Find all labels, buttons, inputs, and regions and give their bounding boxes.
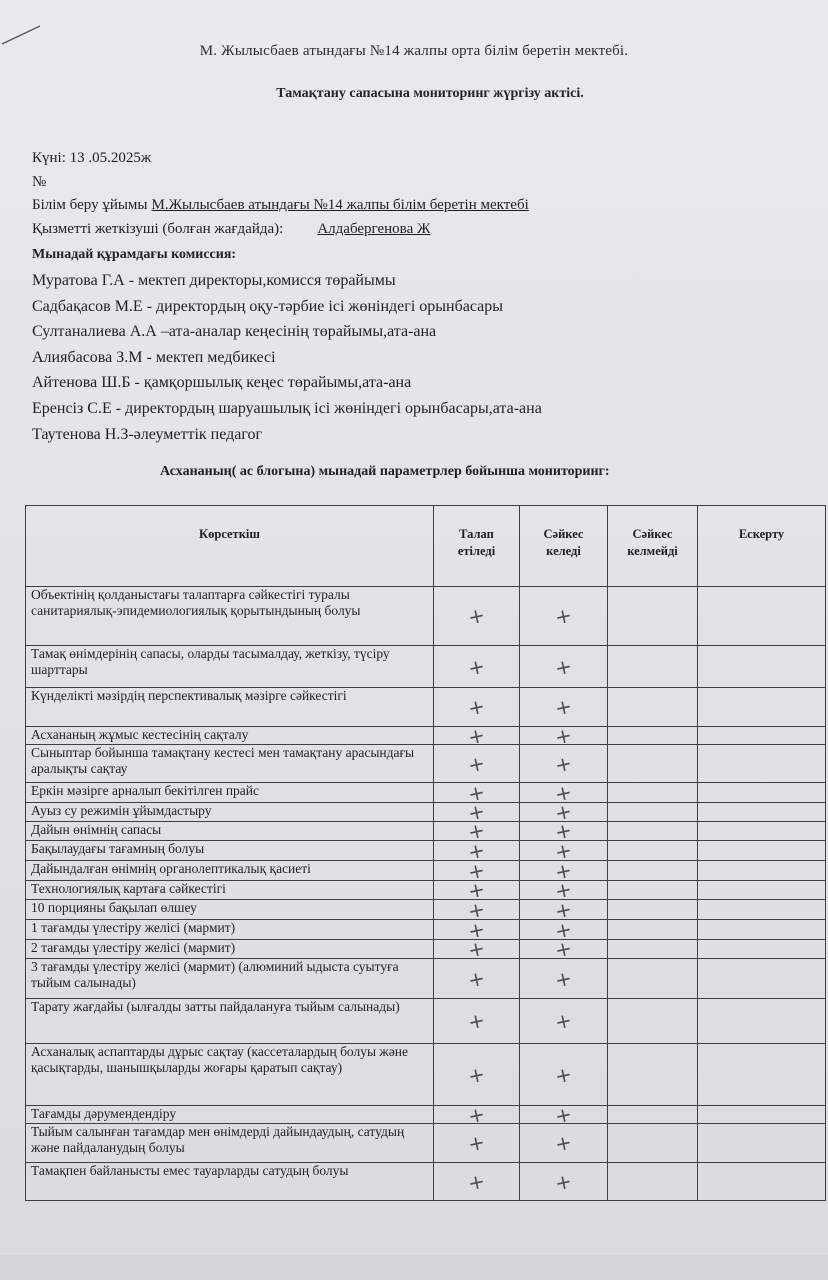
table-row <box>26 920 826 940</box>
table-row <box>26 881 826 900</box>
table-row <box>26 646 826 688</box>
handwritten-plus-mark: + <box>552 602 575 630</box>
monitoring-table <box>25 505 826 1201</box>
handwritten-plus-mark: + <box>465 602 488 630</box>
handwritten-plus-mark: + <box>552 1129 575 1157</box>
supplier-label: Қызметті жеткізуші (болған жағдайда): <box>32 221 284 237</box>
table-row <box>26 803 826 822</box>
handwritten-plus-mark: + <box>552 837 575 864</box>
handwritten-plus-mark: + <box>465 1101 488 1128</box>
handwritten-plus-mark: + <box>552 817 575 845</box>
note-cell <box>698 881 826 900</box>
indicator-cell: Тарату жағдайы (ылғалды затты пайдалануға тыйым салынады) <box>26 999 434 1044</box>
required-mark-cell <box>434 646 520 688</box>
noncompliant-cell <box>608 688 698 727</box>
table-row <box>26 688 826 727</box>
note-cell <box>698 999 826 1044</box>
noncompliant-cell <box>608 1124 698 1163</box>
indicator-cell: Технологиялық картаға сәйкестігі <box>26 881 434 900</box>
noncompliant-cell <box>608 646 698 688</box>
indicator-cell: Сыныптар бойынша тамақтану кестесі мен тамақтану арасындағы аралықты сақтау <box>26 745 434 783</box>
indicator-cell: Бақылаудағы тағамның болуы <box>26 841 434 861</box>
noncompliant-cell <box>608 841 698 861</box>
header-indicator: Көрсеткіш <box>26 506 434 587</box>
supplier-value: Алдабергенова Ж <box>317 221 431 237</box>
handwritten-plus-mark: + <box>465 1168 488 1195</box>
table-row <box>26 861 826 881</box>
handwritten-plus-mark: + <box>552 1061 575 1088</box>
note-cell <box>698 1124 826 1163</box>
commission-member-list <box>32 268 542 447</box>
handwritten-plus-mark: + <box>465 896 488 923</box>
indicator-cell: Тамақ өнімдерінің сапасы, оларды тасымалдау, жеткізу, түсіру шарттары <box>26 646 434 688</box>
table-row <box>26 841 826 861</box>
commission-member: Айтенова Ш.Б - қамқоршылық кеңес төрайымы,ата-ана <box>32 374 412 392</box>
noncompliant-cell <box>608 727 698 745</box>
compliant-mark-cell <box>520 959 608 999</box>
handwritten-plus-mark: + <box>552 798 575 826</box>
note-cell <box>698 783 826 803</box>
handwritten-plus-mark: + <box>465 857 488 884</box>
date-label: Күні: <box>32 150 66 166</box>
note-cell <box>698 727 826 745</box>
commission-heading: Мынадай құрамдағы комиссия: <box>32 247 237 262</box>
handwritten-plus-mark: + <box>465 965 488 992</box>
table-row <box>26 900 826 920</box>
handwritten-plus-mark: + <box>465 935 488 963</box>
indicator-cell: Дайындалған өнімнің органолептикалық қасиеті <box>26 861 434 881</box>
date-field <box>32 150 151 167</box>
noncompliant-cell <box>608 900 698 920</box>
handwritten-plus-mark: + <box>465 817 488 845</box>
table-row <box>26 587 826 646</box>
handwritten-plus-mark: + <box>465 798 488 826</box>
handwritten-plus-mark: + <box>552 1007 575 1035</box>
noncompliant-cell <box>608 861 698 881</box>
indicator-cell: 3 тағамды үлестіру желісі (мармит) (алюминий ыдыста суытуға тыйым салынады) <box>26 959 434 999</box>
supplier-field <box>32 221 430 238</box>
number-field <box>32 174 46 191</box>
handwritten-plus-mark: + <box>552 935 575 963</box>
indicator-cell: 1 тағамды үлестіру желісі (мармит) <box>26 920 434 940</box>
required-mark-cell <box>434 935 520 963</box>
monitoring-title: Асхананың( ас блогына) мынадай параметрлер бойынша мониторинг: <box>160 464 610 479</box>
noncompliant-cell <box>608 783 698 803</box>
required-mark-cell <box>434 722 520 749</box>
note-cell <box>698 803 826 822</box>
school-name: М. Жылысбаев атындағы №14 жалпы орта білім беретін мектебі. <box>199 43 629 59</box>
noncompliant-cell <box>608 822 698 841</box>
handwritten-plus-mark: + <box>552 750 575 777</box>
note-cell <box>698 822 826 841</box>
compliant-mark-cell <box>520 688 608 727</box>
noncompliant-cell <box>608 959 698 999</box>
indicator-cell: Асхананың жұмыс кестесінің сақталу <box>26 727 434 745</box>
noncompliant-cell <box>608 803 698 822</box>
table-row <box>26 1163 826 1201</box>
handwritten-plus-mark: + <box>552 693 575 721</box>
page-bottom-edge <box>0 1255 828 1280</box>
note-cell <box>698 861 826 881</box>
organization-label: Білім беру ұйымы <box>32 197 148 213</box>
handwritten-plus-mark: + <box>465 779 488 806</box>
table-row <box>26 1124 826 1163</box>
note-cell <box>698 841 826 861</box>
table-row <box>26 783 826 803</box>
required-mark-cell <box>434 745 520 783</box>
note-cell <box>698 920 826 940</box>
handwritten-plus-mark: + <box>465 722 488 749</box>
compliant-mark-cell <box>520 722 608 749</box>
required-mark-cell <box>434 688 520 727</box>
commission-member: Муратова Г.А - мектеп директоры,комисся төрайымы <box>32 272 396 289</box>
table-row <box>26 1106 826 1124</box>
header-noncompliant: Сәйкес келмейді <box>608 506 698 587</box>
indicator-cell: Дайын өнімнің сапасы <box>26 822 434 841</box>
noncompliant-cell <box>608 745 698 783</box>
act-title: Тамақтану сапасына мониторинг жүргізу актісі. <box>276 86 584 101</box>
note-cell <box>698 646 826 688</box>
table-row <box>26 822 826 841</box>
note-cell <box>698 587 826 646</box>
handwritten-plus-mark: + <box>552 916 575 943</box>
table-row <box>26 959 826 999</box>
noncompliant-cell <box>608 881 698 900</box>
note-cell <box>698 688 826 727</box>
handwritten-plus-mark: + <box>552 896 575 923</box>
note-cell <box>698 1106 826 1124</box>
compliant-mark-cell <box>520 1101 608 1128</box>
compliant-mark-cell <box>520 1044 608 1106</box>
indicator-cell: Объектінің қолданыстағы талаптарға сәйкестігі туралы санитариялық-эпидемиологиялық қорытындының болуы <box>26 587 434 646</box>
noncompliant-cell <box>608 1163 698 1201</box>
handwritten-plus-mark: + <box>552 857 575 884</box>
commission-member: Садбақасов М.Е - директордың оқу-тәрбие ісі жөніндегі орынбасары <box>32 297 503 315</box>
commission-member: Алиябасова З.М - мектеп медбикесі <box>32 348 276 366</box>
note-cell <box>698 959 826 999</box>
compliant-mark-cell <box>520 999 608 1044</box>
indicator-cell: Күнделікті мәзірдің перспективалық мәзірге сәйкестігі <box>26 688 434 727</box>
required-mark-cell <box>434 587 520 646</box>
organization-field <box>32 197 529 214</box>
required-mark-cell <box>434 959 520 999</box>
handwritten-plus-mark: + <box>552 1101 575 1128</box>
header-compliant: Сәйкес келеді <box>520 506 608 587</box>
noncompliant-cell <box>608 587 698 646</box>
handwritten-plus-mark: + <box>465 916 488 943</box>
table-row <box>26 940 826 959</box>
note-cell <box>698 1044 826 1106</box>
table-row <box>26 745 826 783</box>
required-mark-cell <box>434 1044 520 1106</box>
handwritten-plus-mark: + <box>552 965 575 992</box>
note-cell <box>698 940 826 959</box>
header-required: Талап етіледі <box>434 506 520 587</box>
indicator-cell: Тағамды дәрумендендіру <box>26 1106 434 1124</box>
noncompliant-cell <box>608 940 698 959</box>
compliant-mark-cell <box>520 646 608 688</box>
indicator-cell: Еркін мәзірге арналып бекітілген прайс <box>26 783 434 803</box>
header-note: Ескерту <box>698 506 826 587</box>
handwritten-plus-mark: + <box>465 750 488 777</box>
handwritten-plus-mark: + <box>552 653 575 680</box>
note-cell <box>698 1163 826 1201</box>
handwritten-plus-mark: + <box>552 876 575 904</box>
table-header-row <box>26 506 826 587</box>
compliant-mark-cell <box>520 1163 608 1201</box>
required-mark-cell <box>434 999 520 1044</box>
compliant-mark-cell <box>520 935 608 963</box>
noncompliant-cell <box>608 920 698 940</box>
table-row <box>26 1044 826 1106</box>
noncompliant-cell <box>608 1044 698 1106</box>
note-cell <box>698 745 826 783</box>
indicator-cell: Асханалық аспаптарды дұрыс сақтау (кассеталардың болуы және қасықтарды, шанышқыларды жоғары қаратып сақтау) <box>26 1044 434 1106</box>
handwritten-plus-mark: + <box>465 876 488 904</box>
compliant-mark-cell <box>520 1124 608 1163</box>
required-mark-cell <box>434 1163 520 1201</box>
handwritten-plus-mark: + <box>465 1061 488 1088</box>
handwritten-plus-mark: + <box>552 722 575 749</box>
number-label: № <box>32 174 47 190</box>
noncompliant-cell <box>608 1106 698 1124</box>
note-cell <box>698 900 826 920</box>
handwritten-plus-mark: + <box>552 779 575 806</box>
handwritten-plus-mark: + <box>552 1168 575 1195</box>
organization-value: М.Жылысбаев атындағы №14 жалпы білім беретін мектебі <box>151 197 529 213</box>
handwritten-plus-mark: + <box>465 653 488 680</box>
indicator-cell: Тыйым салынған тағамдар мен өнімдерді дайындаудың, сатудың және пайдаланудың болуы <box>26 1124 434 1163</box>
commission-member: Еренсіз С.Е - директордың шаруашылық ісі жөніндегі орынбасары,ата-ана <box>32 399 542 417</box>
table-row <box>26 727 826 745</box>
handwritten-plus-mark: + <box>465 837 488 864</box>
indicator-cell: Тамақпен байланысты емес тауарларды сатудың болуы <box>26 1163 434 1201</box>
handwritten-plus-mark: + <box>465 693 488 721</box>
compliant-mark-cell <box>520 745 608 783</box>
indicator-cell: 2 тағамды үлестіру желісі (мармит) <box>26 940 434 959</box>
date-value: 13 .05.2025ж <box>69 150 152 166</box>
compliant-mark-cell <box>520 587 608 646</box>
indicator-cell: 10 порцияны бақылап өлшеу <box>26 900 434 920</box>
indicator-cell: Ауыз су режимін ұйымдастыру <box>26 803 434 822</box>
noncompliant-cell <box>608 999 698 1044</box>
handwritten-plus-mark: + <box>465 1007 488 1035</box>
commission-member: Султаналиева А.А –ата-аналар кеңесінің төрайымы,ата-ана <box>32 323 437 341</box>
required-mark-cell <box>434 1101 520 1128</box>
commission-member: Таутенова Н.З-әлеуметтік педагог <box>32 425 263 443</box>
required-mark-cell <box>434 1124 520 1163</box>
handwritten-plus-mark: + <box>465 1129 488 1157</box>
table-row <box>26 999 826 1044</box>
